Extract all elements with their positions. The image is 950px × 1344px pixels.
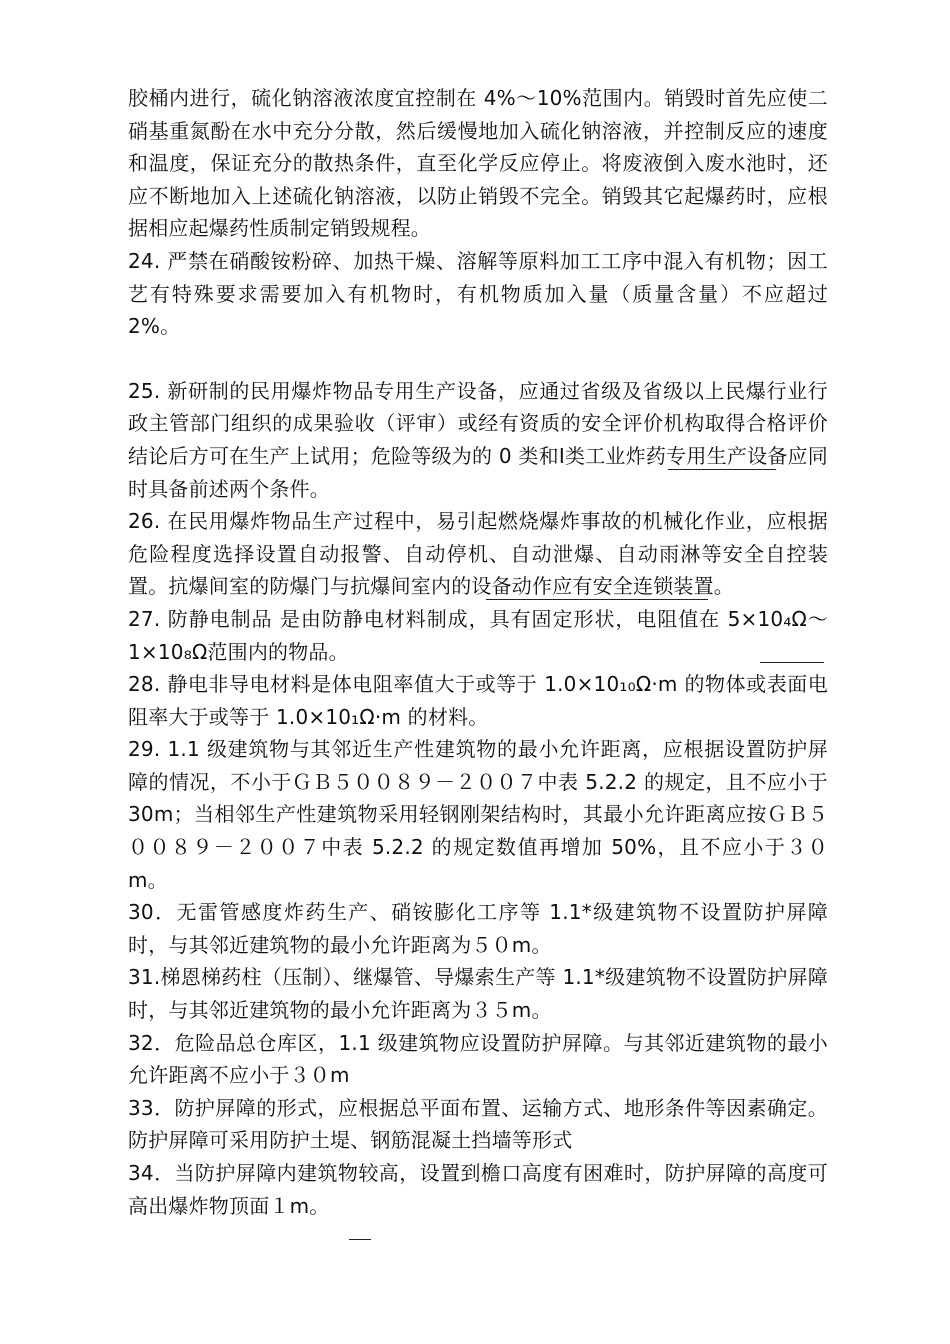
paragraph-26: 26. 在民用爆炸物品生产过程中，易引起燃烧爆炸事故的机械化作业，应根据危险程度选择设置自动报警、自动停机、自动泄爆、自动雨淋等安全自控装置。抗爆间室的防爆门与抗爆间室内的设备动作应有安全连锁装置。: [128, 509, 828, 599]
underline-rule: [668, 469, 776, 470]
underline-rule: [760, 662, 824, 663]
underline-rule: [349, 1239, 371, 1240]
paragraph-23-continued: 胶桶内进行，硫化钠溶液浓度宜控制在 4%～10%范围内。销毁时首先应使二硝基重氮酚在水中充分分散，然后缓慢地加入硫化钠溶液，并控制反应的速度和温度，保证充分的散热条件，直至化学反应停止。将废液倒入废水池时，还应不断地加入上述硫化钠溶液，以防止销毁不完全。销毁其它起爆药时，应根据相应起爆药性质制定销毁规程。: [128, 86, 828, 241]
paragraph-29: 29. 1.1 级建筑物与其邻近生产性建筑物的最小允许距离，应根据设置防护屏障的情况，不小于ＧＢ５００８９－２００７中表 5.2.2 的规定，且不应小于 30m；当相邻生产性建筑物采用轻钢刚架结构时，其最小允许距离应按ＧＢ５００８９－２００７中表 5.2.2 的规定数值再增加 50%，且不应小于３０m。: [128, 737, 828, 892]
document-body: [128, 82, 828, 1222]
paragraph-34: 34．当防护屏障内建筑物较高，设置到檐口高度有困难时，防护屏障的高度可高出爆炸物顶面１m。: [128, 1161, 828, 1218]
paragraph-33: 33．防护屏障的形式，应根据总平面布置、运输方式、地形条件等因素确定。防护屏障可采用防护土堤、钢筋混凝土挡墙等形式: [128, 1095, 828, 1153]
paragraph-32: 32．危险品总仓库区，1.1 级建筑物应设置防护屏障。与其邻近建筑物的最小允许距离不应小于３０m: [128, 1030, 828, 1088]
paragraph-24: 24. 严禁在硝酸铵粉碎、加热干燥、溶解等原料加工工序中混入有机物；因工艺有特殊要求需要加入有机物时，有机物质加入量（质量含量）不应超过 2%。: [128, 248, 828, 339]
underline-rule: [486, 599, 708, 600]
paragraph-28: 28. 静电非导电材料是体电阻率值大于或等于 1.0×10₁₀Ω·m 的物体或表面电阻率大于或等于 1.0×10₁Ω·m 的材料。: [128, 672, 828, 729]
paragraph-gap: [128, 343, 828, 375]
paragraph-30: 30．无雷管感度炸药生产、硝铵膨化工序等 1.1*级建筑物不设置防护屏障时，与其邻近建筑物的最小允许距离为５０m。: [128, 900, 828, 957]
paragraph-31: 31.梯恩梯药柱（压制）、继爆管、导爆索生产等 1.1*级建筑物不设置防护屏障时，与其邻近建筑物的最小允许距离为３５m。: [128, 965, 828, 1023]
paragraph-25: 25. 新研制的民用爆炸物品专用生产设备，应通过省级及省级以上民爆行业行政主管部门组织的成果验收（评审）或经有资质的安全评价机构取得合格评价结论后方可在生产上试用；危险等级为的 0 类和Ⅰ类工业炸药专用生产设备应同时具备前述两个条件。: [128, 378, 828, 501]
paragraph-27: 27. 防静电制品 是由防静电材料制成，具有固定形状，电阻值在 5×10₄Ω～1×10₈Ω范围内的物品。: [128, 606, 828, 664]
